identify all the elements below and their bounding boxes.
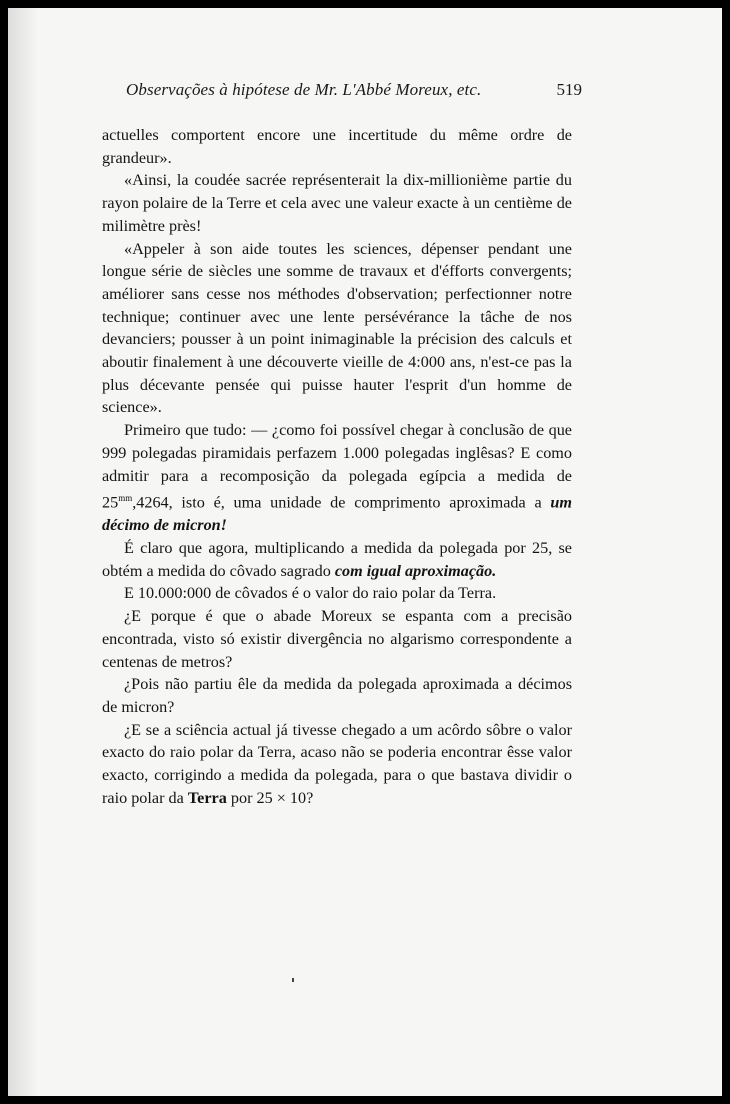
- page: [8, 8, 722, 1096]
- paragraph-6: E 10.000:000 de côvados é o valor do raio polar da Terra.: [124, 584, 497, 603]
- paragraph-5: [102, 537, 572, 582]
- paragraph-7: ¿E porque é que o abade Moreux se espanta com a precisão encontrada, visto só existir divergência no algarismo correspondente a centenas de metros?: [102, 607, 572, 671]
- paragraph-4-text: Primeiro que tudo: — ¿como foi possível chegar à conclusão de que 999 polegadas piramidais perfazem 1.000 polegadas inglêsas? E como admitir para a recomposição da polegada egípcia a medida de 25: [102, 421, 572, 512]
- body-text: [102, 124, 572, 809]
- paragraph-5-emphasis: com igual aproximação.: [334, 561, 497, 580]
- running-title: Observações à hipótese de Mr. L'Abbé Moreux, etc.: [126, 80, 482, 99]
- paragraph-9-bold: Terra: [187, 788, 227, 807]
- paragraph-9-end: por 25 × 10?: [226, 788, 314, 807]
- paragraph-1: actuelles comportent encore une incertitude du même ordre de grandeur».: [102, 126, 572, 167]
- page-number: 519: [556, 80, 582, 99]
- paragraph-5-text: É claro que agora, multiplicando a medida da polegada por 25, se obtém a medida do côvado sagrado: [102, 539, 572, 580]
- unit-mm: mm: [118, 493, 133, 504]
- paragraph-3: «Appeler à son aide toutes les sciences, dépenser pendant une longue série de siècles une somme de travaux et d'éfforts convergents; améliorer sans cesse nos méthodes d'observation; perfectionner notre technique; continuer avec une lente persévérance la tâche de nos devanciers; pousser à un point inimaginable la précision des calculs et aboutir finalement à une découverte vieille de 4:000 ans, n'est-ce pas la plus décevante pensée qui puisse hauter l'esprit d'un homme de science».: [102, 239, 572, 417]
- running-header: [126, 80, 582, 100]
- paragraph-2: «Ainsi, la coudée sacrée représenterait la dix-millionième partie du rayon polaire de la Terre et cela avec une valeur exacte à un centième de milimètre près!: [102, 171, 572, 235]
- paragraph-4-emphasis: um décimo de micron!: [102, 493, 572, 535]
- paragraph-9-text: ¿E se a sciência actual já tivesse chegado a um acôrdo sôbre o valor exacto do raio polar da Terra, acaso não se poderia encontrar êsse valor exacto, corrigindo a medida da polegada, para o que bastava dividir o raio polar da: [102, 720, 572, 807]
- ink-speck: [292, 978, 294, 982]
- paragraph-8: ¿Pois não partiu êle da medida da polegada aproximada a décimos de micron?: [102, 675, 572, 716]
- paragraph-4-text-cont: ,4264, isto é, uma unidade de comprimento aproximada a: [132, 493, 551, 512]
- paragraph-9: [102, 719, 572, 810]
- paragraph-4: [102, 419, 572, 537]
- scan-shadow: [8, 8, 38, 1096]
